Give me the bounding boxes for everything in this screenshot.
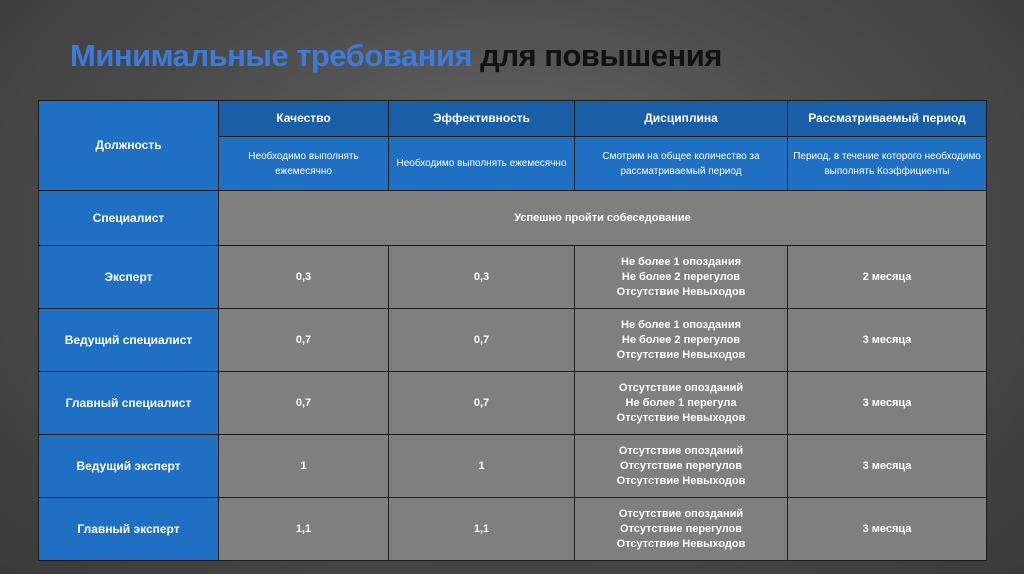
requirements-table bbox=[38, 100, 987, 561]
specialist-row bbox=[39, 191, 987, 246]
title-part-highlight: Минимальные требования bbox=[70, 38, 473, 73]
period-note: Период, в течение которого необходимо выполнять Коэффициенты bbox=[788, 137, 987, 191]
efficiency-note: Необходимо выполнять ежемесячно bbox=[389, 137, 575, 191]
discipline-value bbox=[575, 435, 788, 498]
discipline-value bbox=[575, 309, 788, 372]
quality-value: 1 bbox=[219, 435, 389, 498]
header-discipline: Дисциплина bbox=[575, 101, 788, 137]
discipline-line: Отсутствие Невыходов bbox=[616, 537, 746, 550]
header-position: Должность bbox=[39, 101, 219, 191]
row-label: Эксперт bbox=[39, 246, 219, 309]
table-row bbox=[39, 498, 987, 561]
header-period: Рассматриваемый период bbox=[788, 101, 987, 137]
efficiency-value: 1,1 bbox=[389, 498, 575, 561]
discipline-value bbox=[575, 498, 788, 561]
period-value: 3 месяца bbox=[788, 372, 987, 435]
row-label: Главный специалист bbox=[39, 372, 219, 435]
discipline-line: Отсутствие Невыходов bbox=[616, 411, 746, 424]
table-row bbox=[39, 246, 987, 309]
discipline-line: Не более 1 опоздания bbox=[621, 255, 741, 268]
period-value: 2 месяца bbox=[788, 246, 987, 309]
quality-value: 1,1 bbox=[219, 498, 389, 561]
discipline-line: Отсутствие Невыходов bbox=[616, 474, 746, 487]
efficiency-value: 1 bbox=[389, 435, 575, 498]
discipline-note: Смотрим на общее количество за рассматриваемый период bbox=[575, 137, 788, 191]
period-value: 3 месяца bbox=[788, 309, 987, 372]
header-quality: Качество bbox=[219, 101, 389, 137]
discipline-line: Не более 2 перегулов bbox=[621, 333, 741, 346]
row-label: Главный эксперт bbox=[39, 498, 219, 561]
discipline-line: Не более 2 перегулов bbox=[621, 270, 741, 283]
discipline-line: Отсутствие Невыходов bbox=[616, 285, 746, 298]
specialist-requirement: Успешно пройти собеседование bbox=[219, 191, 987, 246]
quality-value: 0,7 bbox=[219, 309, 389, 372]
discipline-line: Отсутствие опозданий bbox=[618, 381, 744, 394]
quality-value: 0,3 bbox=[219, 246, 389, 309]
table-row bbox=[39, 309, 987, 372]
discipline-line: Отсутствие опозданий bbox=[618, 507, 744, 520]
discipline-line: Отсутствие перегулов bbox=[619, 459, 743, 472]
table-row bbox=[39, 435, 987, 498]
page-title bbox=[70, 38, 722, 74]
discipline-value bbox=[575, 372, 788, 435]
discipline-line: Отсутствие опозданий bbox=[618, 444, 744, 457]
efficiency-value: 0,3 bbox=[389, 246, 575, 309]
discipline-value bbox=[575, 246, 788, 309]
header-row bbox=[39, 101, 987, 137]
quality-value: 0,7 bbox=[219, 372, 389, 435]
discipline-line: Не более 1 перегула bbox=[625, 396, 737, 409]
discipline-line: Не более 1 опоздания bbox=[621, 318, 741, 331]
efficiency-value: 0,7 bbox=[389, 309, 575, 372]
header-efficiency: Эффективность bbox=[389, 101, 575, 137]
quality-note: Необходимо выполнять ежемесячно bbox=[219, 137, 389, 191]
row-label: Ведущий эксперт bbox=[39, 435, 219, 498]
title-part-rest: для повышения bbox=[480, 38, 722, 73]
period-value: 3 месяца bbox=[788, 435, 987, 498]
table-row bbox=[39, 372, 987, 435]
row-label-specialist: Специалист bbox=[39, 191, 219, 246]
row-label: Ведущий специалист bbox=[39, 309, 219, 372]
discipline-line: Отсутствие перегулов bbox=[619, 522, 743, 535]
efficiency-value: 0,7 bbox=[389, 372, 575, 435]
period-value: 3 месяца bbox=[788, 498, 987, 561]
discipline-line: Отсутствие Невыходов bbox=[616, 348, 746, 361]
